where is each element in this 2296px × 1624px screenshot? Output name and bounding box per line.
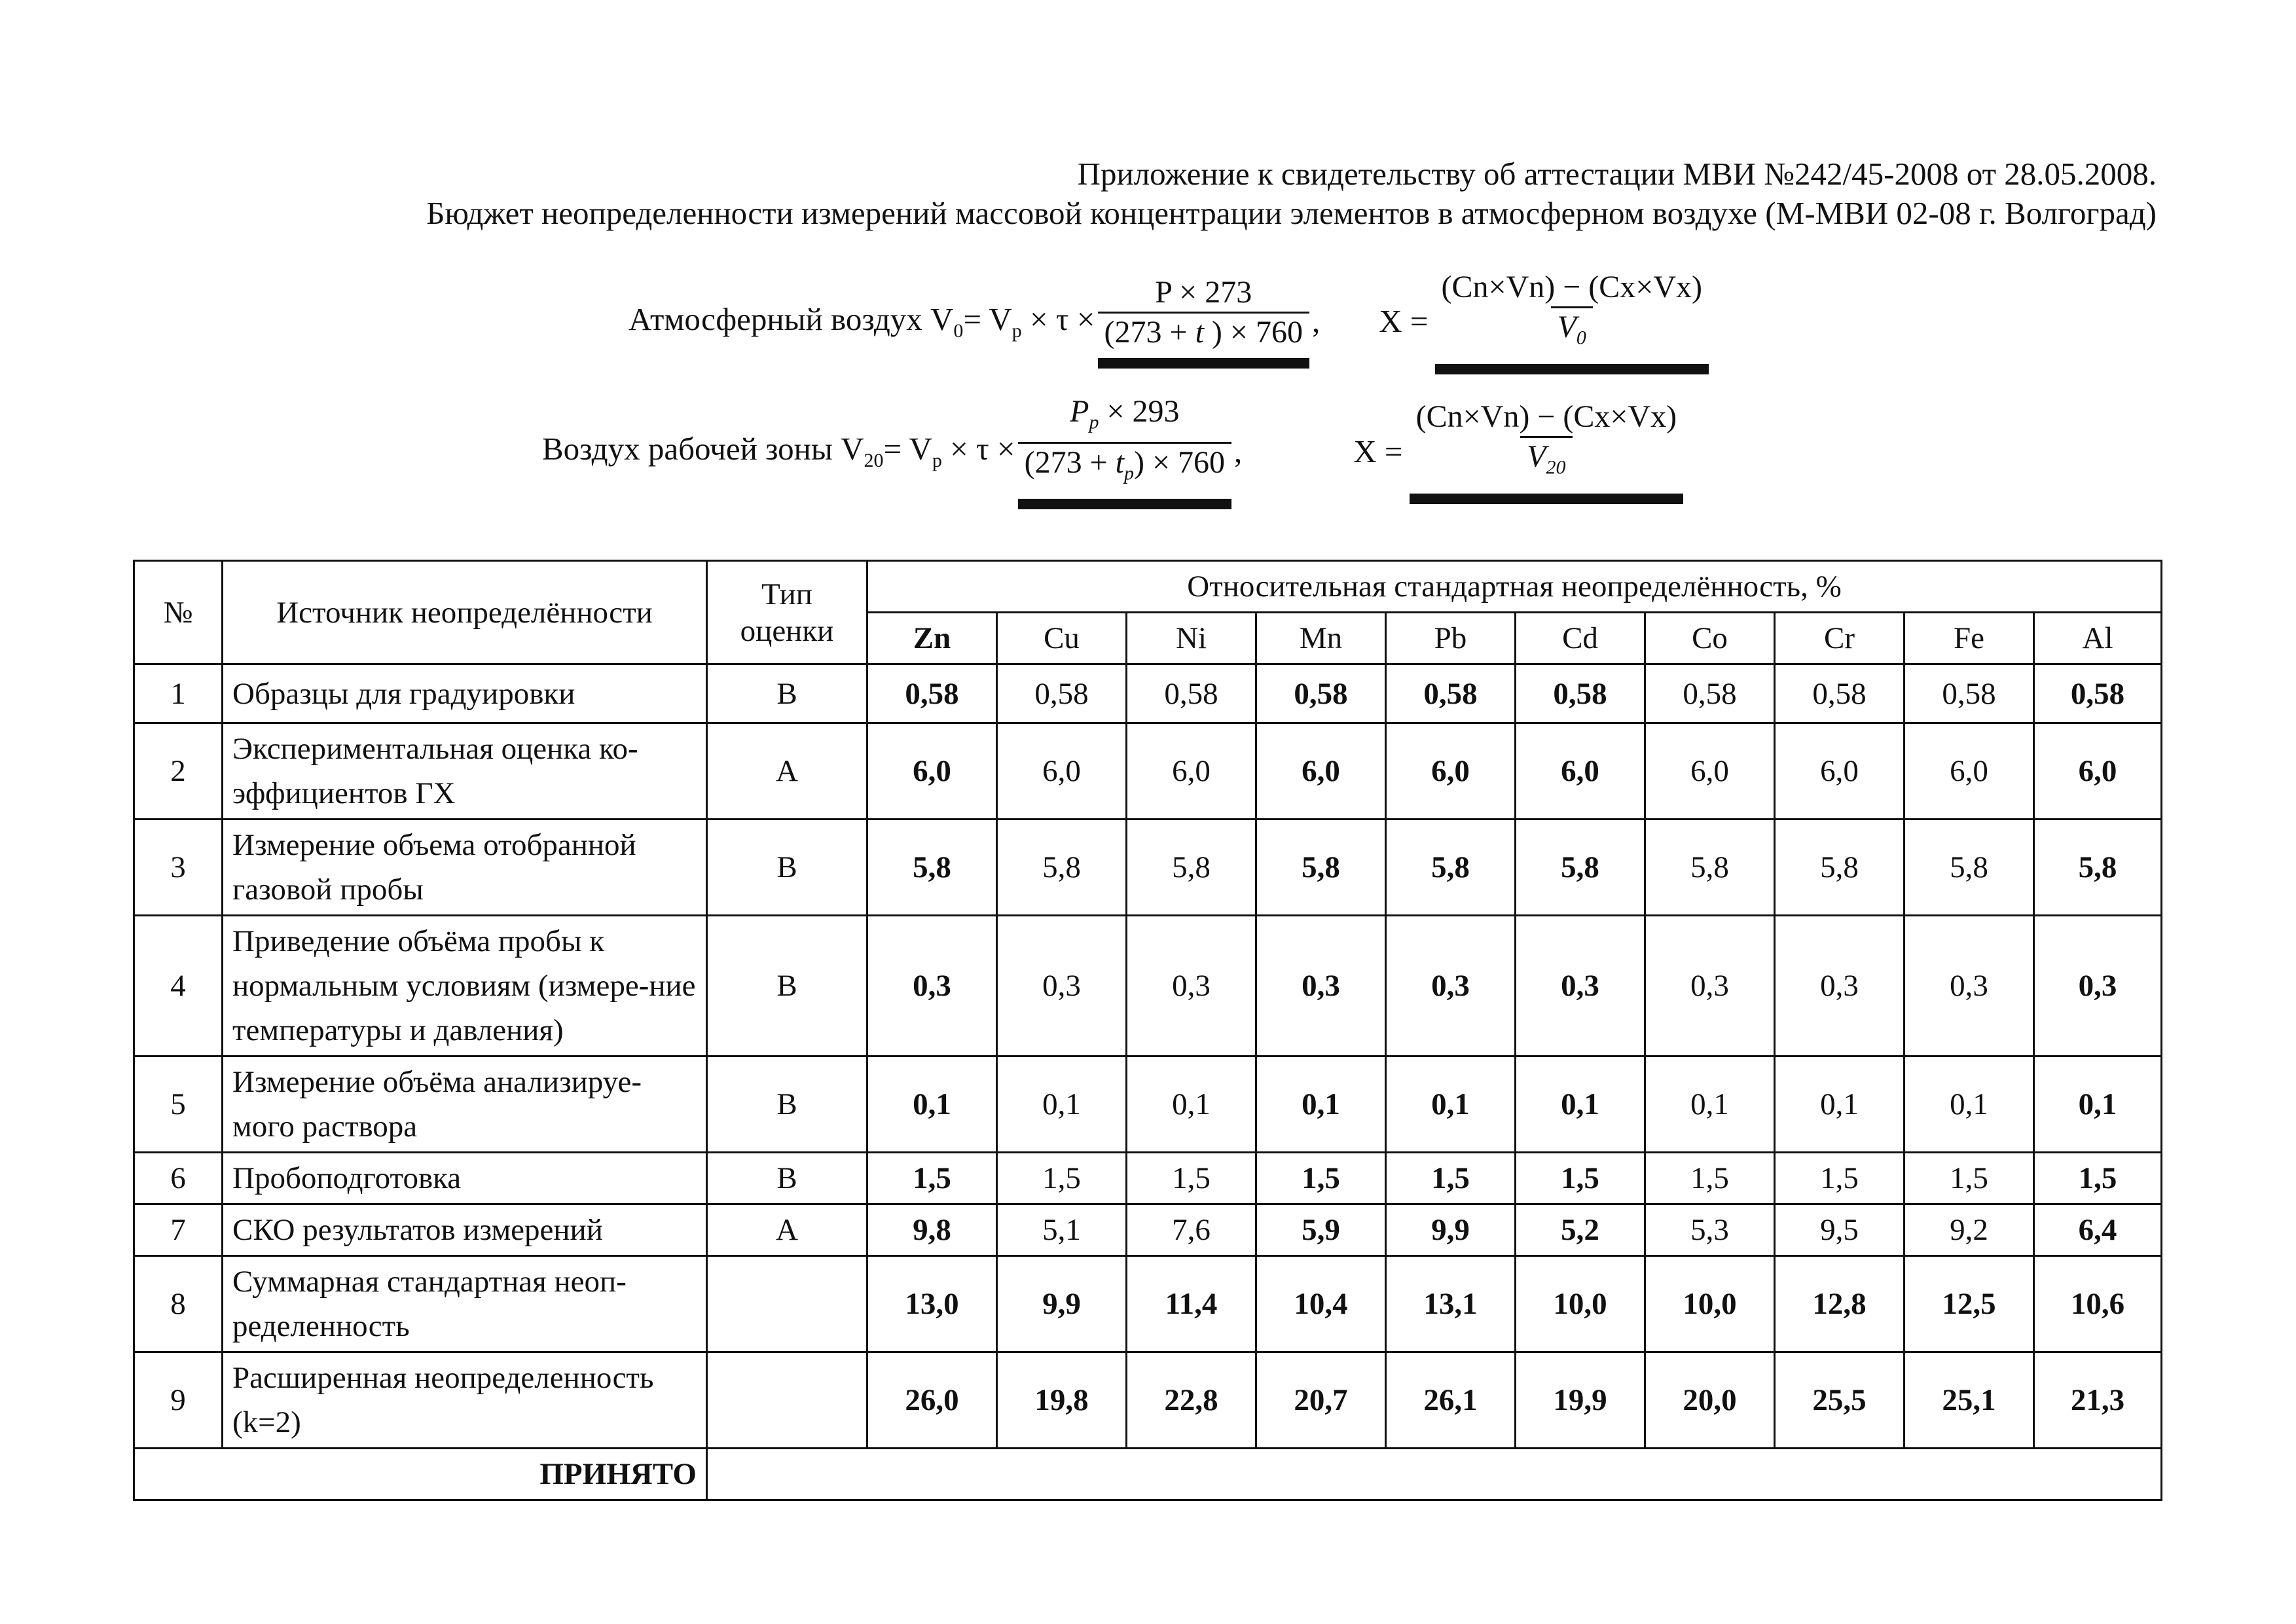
- row-number: 3: [134, 820, 223, 916]
- row-number: 8: [134, 1256, 223, 1352]
- uncertainty-value: 6,0: [1256, 723, 1386, 820]
- uncertainty-value: 0,58: [1256, 664, 1386, 723]
- x-formula-fraction: $\frac{(Cn\times Vn) - (Cx\times Vx)}{V_{20}}$: [1410, 398, 1684, 504]
- uncertainty-value: 0,1: [2034, 1056, 2162, 1153]
- uncertainty-value: 6,0: [1775, 723, 1904, 820]
- uncertainty-value: 1,5: [2034, 1153, 2162, 1204]
- uncertainty-value: 6,0: [1386, 723, 1516, 820]
- evaluation-type: А: [707, 723, 867, 820]
- uncertainty-value: 0,1: [1904, 1056, 2034, 1153]
- header-element: Mn: [1256, 613, 1386, 664]
- formula-fraction: $\frac{P_p \times 293}{(273 + t_p) \times 760}$: [1018, 393, 1231, 509]
- uncertainty-value: 6,0: [1904, 723, 2034, 820]
- evaluation-type: В: [707, 1153, 867, 1204]
- uncertainty-value: 1,5: [1516, 1153, 1645, 1204]
- uncertainty-value: 19,9: [1516, 1352, 1645, 1449]
- uncertainty-value: 10,0: [1645, 1256, 1775, 1352]
- uncertainty-value: 9,8: [867, 1204, 997, 1256]
- uncertainty-value: 0,1: [1645, 1056, 1775, 1153]
- evaluation-type: В: [707, 820, 867, 916]
- row-number: 9: [134, 1352, 223, 1449]
- uncertainty-source: Экспериментальная оценка ко-эффициентов ГХ: [223, 723, 707, 820]
- uncertainty-value: 7,6: [1127, 1204, 1256, 1256]
- header-element: Ni: [1127, 613, 1256, 664]
- uncertainty-budget-table: [133, 560, 2162, 1501]
- uncertainty-source: СКО результатов измерений: [223, 1204, 707, 1256]
- formula-label: Воздух рабочей зоны $V_{20}= V_p \times \tau$ ×: [542, 431, 1015, 471]
- document-title: Бюджет неопределенности измерений массовой концентрации элементов в атмосферном воздухе (М-МВИ 02-08 г. Волгоград): [426, 195, 2157, 231]
- uncertainty-value: 22,8: [1127, 1352, 1256, 1449]
- uncertainty-value: 0,1: [867, 1056, 997, 1153]
- uncertainty-value: 0,1: [1516, 1056, 1645, 1153]
- uncertainty-value: 19,8: [997, 1352, 1127, 1449]
- uncertainty-source: Пробоподготовка: [223, 1153, 707, 1204]
- uncertainty-value: 0,1: [1775, 1056, 1904, 1153]
- uncertainty-value: 0,1: [1256, 1056, 1386, 1153]
- uncertainty-source: Измерение объёма анализируе-мого раствора: [223, 1056, 707, 1153]
- x-formula-lhs: X =: [1379, 303, 1429, 340]
- uncertainty-value: 0,58: [2034, 664, 2162, 723]
- uncertainty-value: 0,3: [1127, 916, 1256, 1056]
- header-element: Zn: [867, 613, 997, 664]
- header-element: Cu: [997, 613, 1127, 664]
- uncertainty-value: 0,58: [1516, 664, 1645, 723]
- formula-label: Атмосферный воздух $V_0= V_p \times \tau$ ×: [629, 300, 1095, 342]
- uncertainty-value: 0,3: [1516, 916, 1645, 1056]
- uncertainty-value: 10,4: [1256, 1256, 1386, 1352]
- uncertainty-value: 1,5: [867, 1153, 997, 1204]
- uncertainty-value: 5,9: [1256, 1204, 1386, 1256]
- uncertainty-value: 0,1: [1127, 1056, 1256, 1153]
- evaluation-type: В: [707, 1056, 867, 1153]
- uncertainty-value: 10,6: [2034, 1256, 2162, 1352]
- uncertainty-value: 1,5: [1904, 1153, 2034, 1204]
- uncertainty-value: 0,3: [1904, 916, 2034, 1056]
- table-row: [134, 820, 2162, 916]
- uncertainty-value: 5,8: [1386, 820, 1516, 916]
- uncertainty-value: 9,5: [1775, 1204, 1904, 1256]
- uncertainty-value: 6,0: [867, 723, 997, 820]
- row-number: 7: [134, 1204, 223, 1256]
- header-number: №: [134, 561, 223, 664]
- uncertainty-value: 1,5: [1127, 1153, 1256, 1204]
- table-row: [134, 1056, 2162, 1153]
- uncertainty-value: 13,0: [867, 1256, 997, 1352]
- table-row: [134, 664, 2162, 723]
- uncertainty-value: 0,3: [2034, 916, 2162, 1056]
- uncertainty-value: 6,0: [997, 723, 1127, 820]
- header-relative-uncertainty: Относительная стандартная неопределённость, %: [867, 561, 2162, 613]
- header-element: Fe: [1904, 613, 2034, 664]
- uncertainty-value: 0,3: [997, 916, 1127, 1056]
- table-footer-row: [134, 1449, 2162, 1500]
- header-element: Cd: [1516, 613, 1645, 664]
- uncertainty-value: 20,0: [1645, 1352, 1775, 1449]
- x-formula-fraction: $\frac{(Cn\times Vn) - (Cx\times Vx)}{V_0}$: [1435, 268, 1709, 374]
- uncertainty-value: 5,8: [1127, 820, 1256, 916]
- uncertainty-value: 5,3: [1645, 1204, 1775, 1256]
- uncertainty-value: 6,0: [1516, 723, 1645, 820]
- uncertainty-value: 5,8: [997, 820, 1127, 916]
- attestation-reference: Приложение к свидетельству об аттестации МВИ №242/45-2008 от 28.05.2008.: [1077, 156, 2157, 192]
- uncertainty-value: 0,3: [867, 916, 997, 1056]
- uncertainty-value: 9,2: [1904, 1204, 2034, 1256]
- uncertainty-value: 6,4: [2034, 1204, 2162, 1256]
- uncertainty-value: 25,1: [1904, 1352, 2034, 1449]
- header-type: Тип оценки: [707, 561, 867, 664]
- table-row: [134, 1153, 2162, 1204]
- uncertainty-value: 1,5: [997, 1153, 1127, 1204]
- uncertainty-value: 12,5: [1904, 1256, 2034, 1352]
- formula-atmospheric: Атмосферный воздух $V_0= V_p \times \tau$ × $\frac{P \times 273}{(273 + t ) \times 760}$ , X = $\frac{(Cn\times Vn) - (Cx\times Vx)}{V_0}$: [629, 268, 1711, 374]
- header-element: Cr: [1775, 613, 1904, 664]
- uncertainty-value: 20,7: [1256, 1352, 1386, 1449]
- uncertainty-value: 25,5: [1775, 1352, 1904, 1449]
- header-source: Источник неопределённости: [223, 561, 707, 664]
- uncertainty-source: Расширенная неопределенность (k=2): [223, 1352, 707, 1449]
- uncertainty-value: 0,58: [997, 664, 1127, 723]
- uncertainty-value: 5,2: [1516, 1204, 1645, 1256]
- row-number: 6: [134, 1153, 223, 1204]
- accepted-signature-cell: [707, 1449, 2162, 1500]
- uncertainty-value: 5,8: [1904, 820, 2034, 916]
- uncertainty-value: 0,58: [1127, 664, 1256, 723]
- evaluation-type: [707, 1352, 867, 1449]
- uncertainty-value: 26,0: [867, 1352, 997, 1449]
- uncertainty-value: 21,3: [2034, 1352, 2162, 1449]
- uncertainty-value: 6,0: [1645, 723, 1775, 820]
- uncertainty-value: 9,9: [1386, 1204, 1516, 1256]
- row-number: 1: [134, 664, 223, 723]
- uncertainty-value: 5,1: [997, 1204, 1127, 1256]
- table-row: [134, 1256, 2162, 1352]
- evaluation-type: В: [707, 664, 867, 723]
- uncertainty-value: 5,8: [2034, 820, 2162, 916]
- formula-work-zone: Воздух рабочей зоны $V_{20}= V_p \times \tau$ × $\frac{P_p \times 293}{(273 + t_p) \times 760}$ , X = $\frac{(Cn\times Vn) - (Cx\times Vx)}{V_{20}}$: [542, 393, 1686, 509]
- table-row: [134, 1352, 2162, 1449]
- uncertainty-source: Измерение объема отобранной газовой пробы: [223, 820, 707, 916]
- evaluation-type: [707, 1256, 867, 1352]
- uncertainty-source: Приведение объёма пробы к нормальным условиям (измере-ние температуры и давления): [223, 916, 707, 1056]
- uncertainty-value: 0,3: [1386, 916, 1516, 1056]
- uncertainty-value: 1,5: [1775, 1153, 1904, 1204]
- uncertainty-value: 0,58: [867, 664, 997, 723]
- uncertainty-value: 0,58: [1645, 664, 1775, 723]
- uncertainty-value: 0,1: [997, 1056, 1127, 1153]
- uncertainty-value: 0,58: [1386, 664, 1516, 723]
- uncertainty-value: 1,5: [1386, 1153, 1516, 1204]
- uncertainty-source: Образцы для градуировки: [223, 664, 707, 723]
- uncertainty-value: 0,58: [1775, 664, 1904, 723]
- header-element: Co: [1645, 613, 1775, 664]
- uncertainty-value: 12,8: [1775, 1256, 1904, 1352]
- uncertainty-value: 0,3: [1775, 916, 1904, 1056]
- uncertainty-value: 5,8: [1516, 820, 1645, 916]
- accepted-label: ПРИНЯТО: [134, 1449, 707, 1500]
- table-row: [134, 723, 2162, 820]
- uncertainty-value: 5,8: [867, 820, 997, 916]
- uncertainty-value: 0,3: [1645, 916, 1775, 1056]
- uncertainty-value: 13,1: [1386, 1256, 1516, 1352]
- uncertainty-value: 11,4: [1127, 1256, 1256, 1352]
- row-number: 5: [134, 1056, 223, 1153]
- header-element: Pb: [1386, 613, 1516, 664]
- uncertainty-value: 1,5: [1256, 1153, 1386, 1204]
- uncertainty-value: 5,8: [1775, 820, 1904, 916]
- row-number: 4: [134, 916, 223, 1056]
- uncertainty-value: 5,8: [1256, 820, 1386, 916]
- uncertainty-value: 10,0: [1516, 1256, 1645, 1352]
- row-number: 2: [134, 723, 223, 820]
- table-row: [134, 916, 2162, 1056]
- uncertainty-value: 6,0: [2034, 723, 2162, 820]
- evaluation-type: А: [707, 1204, 867, 1256]
- uncertainty-value: 1,5: [1645, 1153, 1775, 1204]
- evaluation-type: В: [707, 916, 867, 1056]
- uncertainty-value: 0,58: [1904, 664, 2034, 723]
- uncertainty-value: 5,8: [1645, 820, 1775, 916]
- formula-fraction: $\frac{P \times 273}{(273 + t ) \times 760}$: [1098, 274, 1309, 369]
- header-element: Al: [2034, 613, 2162, 664]
- uncertainty-value: 6,0: [1127, 723, 1256, 820]
- uncertainty-source: Суммарная стандартная неоп-ределенность: [223, 1256, 707, 1352]
- uncertainty-value: 26,1: [1386, 1352, 1516, 1449]
- uncertainty-value: 0,3: [1256, 916, 1386, 1056]
- table-row: [134, 1204, 2162, 1256]
- uncertainty-value: 9,9: [997, 1256, 1127, 1352]
- uncertainty-value: 0,1: [1386, 1056, 1516, 1153]
- x-formula-lhs: X =: [1353, 433, 1403, 469]
